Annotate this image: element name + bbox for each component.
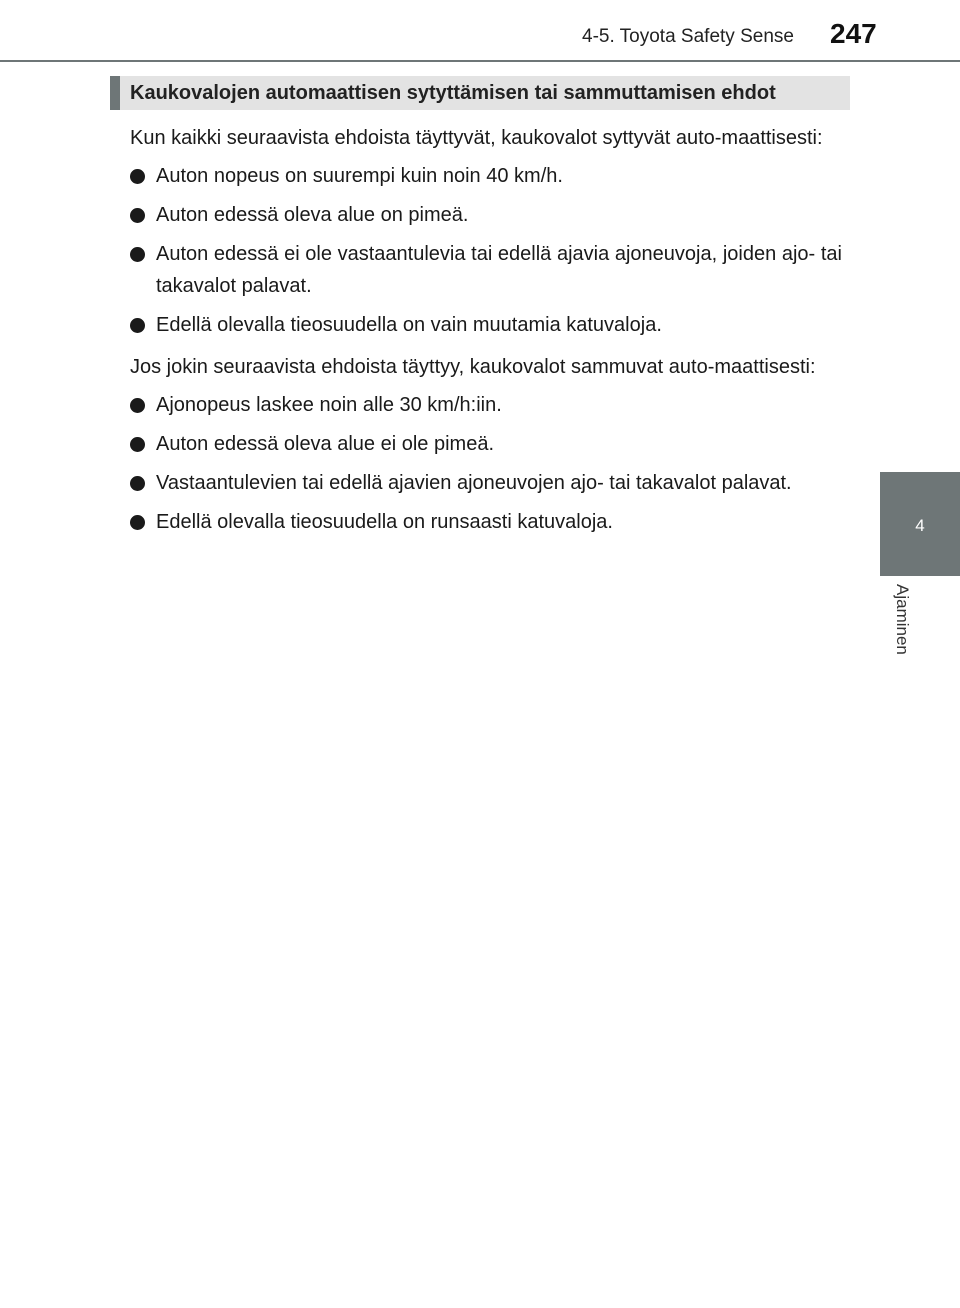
list-item <box>130 309 842 341</box>
list-item <box>130 238 842 302</box>
list-item <box>130 199 842 231</box>
chapter-tab <box>880 472 960 576</box>
bullet-icon <box>130 318 145 333</box>
list-item-text: Edellä olevalla tieosuudella on vain muutamia katuvaloja. <box>156 314 662 336</box>
header-divider <box>0 60 960 62</box>
chapter-number: 4 <box>915 516 925 535</box>
list-item <box>130 506 842 538</box>
list-item-text: Vastaantulevien tai edellä ajavien ajoneuvojen ajo- tai takavalot palavat. <box>156 472 792 494</box>
page-content <box>130 122 842 545</box>
bullet-icon <box>130 476 145 491</box>
on-conditions-intro: Kun kaikki seuraavista ehdoista täyttyvät, kaukovalot syttyvät auto-maattisesti: <box>130 127 823 149</box>
bullet-icon <box>130 437 145 452</box>
chapter-name: Ajaminen <box>893 584 912 655</box>
list-item <box>130 389 842 421</box>
list-item-text: Auton edessä oleva alue on pimeä. <box>156 204 469 226</box>
bullet-icon <box>130 515 145 530</box>
list-item <box>130 467 842 499</box>
list-item <box>130 160 842 192</box>
list-item <box>130 428 842 460</box>
chapter-label <box>884 580 954 730</box>
bullet-icon <box>130 398 145 413</box>
list-item-text: Auton nopeus on suurempi kuin noin 40 km/h. <box>156 165 563 187</box>
off-conditions-intro: Jos jokin seuraavista ehdoista täyttyy, kaukovalot sammuvat auto-maattisesti: <box>130 356 816 378</box>
bullet-icon <box>130 208 145 223</box>
section-title: 4-5. Toyota Safety Sense <box>582 26 794 47</box>
section-heading: Kaukovalojen automaattisen sytyttämisen tai sammuttamisen ehdot <box>110 76 850 110</box>
list-item-text: Edellä olevalla tieosuudella on runsaasti katuvaloja. <box>156 511 613 533</box>
page-number: 247 <box>830 18 877 49</box>
list-item-text: Auton edessä oleva alue ei ole pimeä. <box>156 433 495 455</box>
bullet-icon <box>130 169 145 184</box>
bullet-icon <box>130 247 145 262</box>
list-item-text: Auton edessä ei ole vastaantulevia tai edellä ajavia ajoneuvoja, joiden ajo- tai takavalot palavat. <box>156 243 842 297</box>
list-item-text: Ajonopeus laskee noin alle 30 km/h:iin. <box>156 394 502 416</box>
